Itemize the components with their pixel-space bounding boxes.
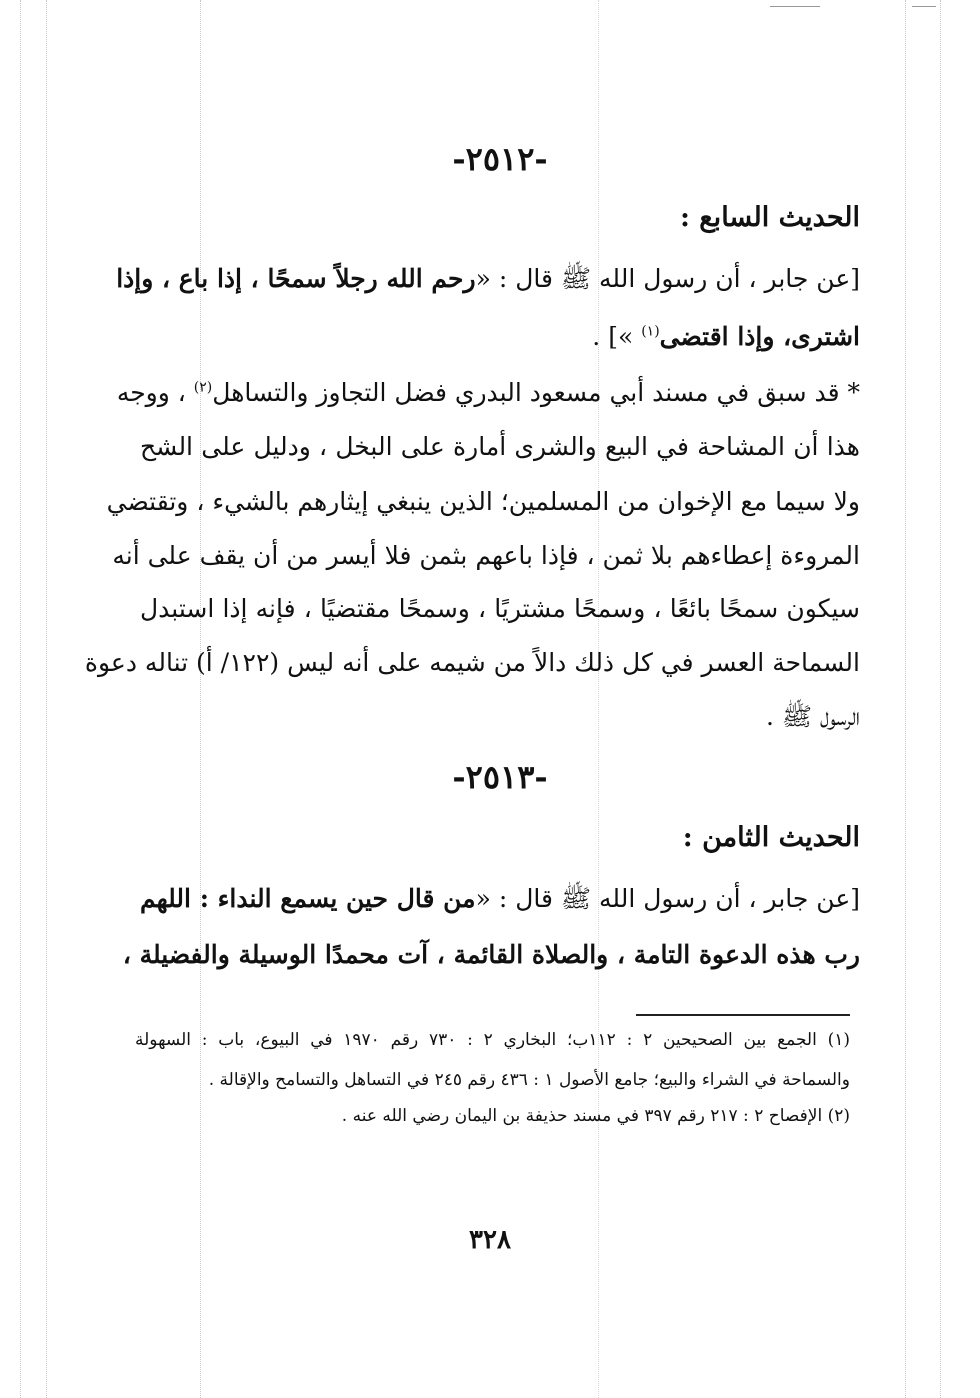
hadith-number-2513: -٢٥١٣- — [452, 758, 548, 796]
hadith-text-line — [116, 264, 860, 294]
commentary-line — [116, 378, 860, 408]
hadith-intro: [عن جابر ، أن رسول الله ﷺ قال : « — [475, 264, 860, 293]
scan-artifact-line — [200, 0, 201, 1398]
footnote-ref: (١) — [641, 323, 660, 340]
commentary-text: ، ووجه — [116, 378, 194, 407]
scan-artifact-line — [46, 0, 47, 1398]
hadith-quote: رب هذه الدعوة التامة ، والصلاة القائمة ، آت محمدًا الوسيلة والفضيلة ، — [122, 940, 860, 969]
hadith-quote: اشترى، وإذا اقتضى — [659, 322, 860, 351]
hadith-text-line — [140, 884, 860, 914]
commentary-text: * قد سبق في مسند أبي مسعود البدري فضل التجاوز والتساهل — [212, 378, 860, 407]
hadith-text-line — [140, 322, 860, 352]
hadith-text-line — [122, 940, 860, 970]
commentary-line: السماحة العسر في كل ذلك دالاً من شيمه على أنه ليس (١٢٢/ أ) تناله دعوة — [84, 648, 860, 677]
footnote-line: والسماحة في الشراء والبيع؛ جامع الأصول ١ : ٤٣٦ رقم ٢٤٥ في التساهل والتسامح والإقالة . — [208, 1070, 850, 1090]
scan-artifact-mark — [770, 6, 820, 7]
hadith-quote: من قال حين يسمع النداء : اللهم — [139, 884, 476, 913]
hadith-quote: رحم الله رجلاً سمحًا ، إذا باع ، وإذا — [116, 264, 476, 293]
page-number: ٣٢٨ — [469, 1225, 511, 1255]
commentary-line: الرسول ﷺ . — [766, 702, 860, 731]
hadith-intro: [عن جابر ، أن رسول الله ﷺ قال : « — [475, 884, 860, 913]
hadith-heading-seventh: الحديث السابع : — [679, 202, 860, 233]
commentary-line: سيكون سمحًا بائعًا ، وسمحًا مشتريًا ، وسمحًا مقتضيًا ، فإنه إذا استبدل — [140, 594, 860, 623]
footnote-divider — [636, 1014, 850, 1016]
scan-artifact-line — [940, 0, 941, 1398]
footnote-line: (٢) الإفصاح ٢ : ٢١٧ رقم ٣٩٧ في مسند حذيفة بن اليمان رضي الله عنه . — [341, 1106, 850, 1126]
hadith-close: »] . — [592, 322, 642, 351]
scan-artifact-line — [598, 0, 599, 1398]
hadith-heading-eighth: الحديث الثامن : — [682, 822, 860, 853]
commentary-line: المروءة إعطاءهم بلا ثمن ، فإذا باعهم بثمن فلا أيسر من أن يقف على أنه — [112, 541, 860, 570]
commentary-line: ولا سيما مع الإخوان من المسلمين؛ الذين ينبغي إيثارهم بالشيء ، وتقتضي — [106, 487, 860, 516]
scan-artifact-line — [905, 0, 906, 1398]
commentary-line: هذا أن المشاحة في البيع والشرى أمارة على البخل ، ودليل على الشح — [140, 432, 860, 461]
hadith-number-2512: -٢٥١٢- — [452, 140, 548, 178]
scan-artifact-line — [20, 0, 21, 1398]
scan-artifact-mark — [912, 6, 936, 7]
footnote-ref: (٢) — [193, 379, 213, 396]
footnote-line: (١) الجمع بين الصحيحين ٢ : ١١٢ب؛ البخاري ٢ : ٧٣٠ رقم ١٩٧٠ في البيوع، باب : السهولة — [135, 1030, 850, 1050]
